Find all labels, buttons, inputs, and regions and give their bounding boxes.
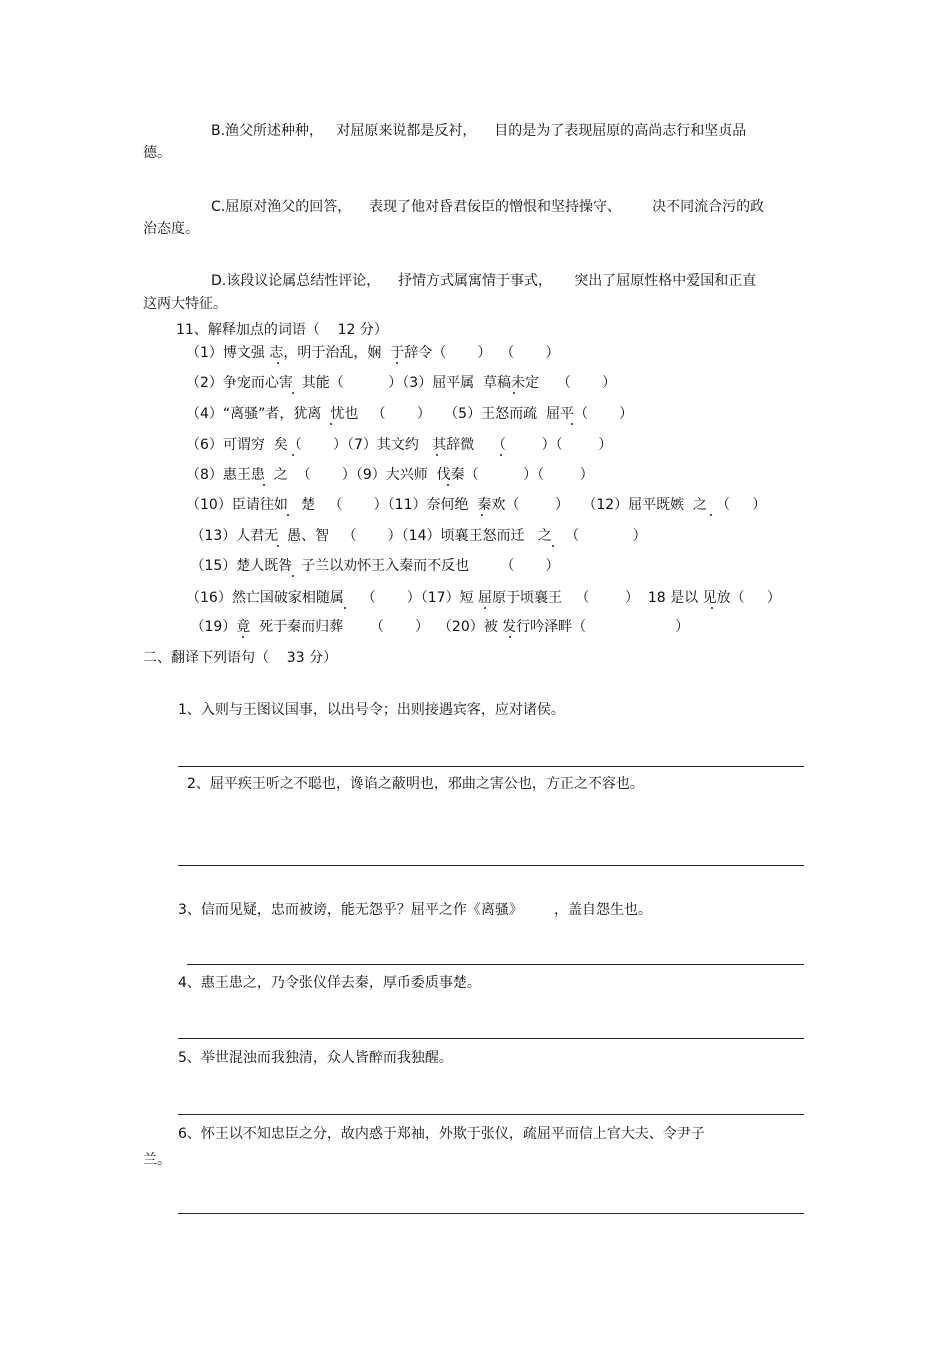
q11-row-7: （13）人君无 愚、智 （ ）（14）顷襄王怒而迁 之 （ ）	[186, 528, 647, 544]
emphasis-dot	[710, 514, 712, 516]
translate-item-2: 2、屈平疾王听之不聪也，谗谄之蔽明也，邪曲之害公也，方正之不容也。	[187, 776, 644, 792]
translate-item-6-cont: 兰。	[143, 1152, 171, 1168]
q11-heading: 11、解释加点的词语（ 12 分）	[176, 322, 388, 338]
q11-row-8: （15）楚人既咎 子兰以劝怀王入秦而不反也 （ ）	[186, 558, 560, 574]
q11-row-10: （19）竟 死于秦而归葬 （ ） （20）被 发行吟泽畔（ ）	[186, 619, 690, 635]
emphasis-dot	[277, 362, 279, 364]
translate-item-4: 4、惠王患之，乃令张仪佯去秦，厚币委质事楚。	[178, 975, 481, 991]
emphasis-dot	[481, 514, 483, 516]
translate-item-1: 1、入则与王图议国事，以出号令；出则接遇宾客，应对诸侯。	[178, 702, 565, 718]
translate-item-5: 5、举世混浊而我独清，众人皆醉而我独醒。	[178, 1050, 453, 1066]
emphasis-dot	[292, 575, 294, 577]
q11-row-6: （10）臣请往如 楚 （ ）（11）奈何绝 秦欢（ ） （12）屈平既嫉 之 （ ）	[186, 497, 767, 513]
emphasis-dot	[571, 423, 573, 425]
answer-line-2[interactable]	[178, 865, 804, 866]
q11-row-4: （6）可谓穷 矣（ ）（7）其文约 其辞微 （ ）（ ）	[186, 437, 613, 453]
option-b-line2: 德。	[143, 145, 171, 161]
section2-heading: 二、翻译下列语句（ 33 分）	[143, 650, 338, 666]
option-c-line2: 治态度。	[143, 221, 199, 237]
translate-item-6: 6、怀王以不知忠臣之分，故内惑于郑袖，外欺于张仪，疏屈平而信上官大夫、令尹子	[178, 1126, 705, 1142]
emphasis-dot	[500, 454, 502, 456]
answer-line-4[interactable]	[178, 1038, 804, 1039]
emphasis-dot	[396, 362, 398, 364]
answer-line-5[interactable]	[178, 1114, 804, 1115]
q11-row-2: （2）争宠而心害 其能（ ）（3）屈平属 草稿未定 （ ）	[186, 375, 617, 391]
emphasis-dot	[287, 514, 289, 516]
emphasis-dot	[436, 454, 438, 456]
emphasis-dot	[513, 392, 515, 394]
emphasis-dot	[484, 607, 486, 609]
emphasis-dot	[711, 607, 713, 609]
answer-line-1[interactable]	[178, 766, 804, 767]
emphasis-dot	[344, 607, 346, 609]
emphasis-dot	[509, 636, 511, 638]
option-d-line2: 这两大特征。	[143, 296, 227, 312]
answer-line-6[interactable]	[178, 1213, 804, 1214]
emphasis-dot	[447, 484, 449, 486]
emphasis-dot	[242, 636, 244, 638]
translate-item-3: 3、信而见疑，忠而被谤，能无怨乎？屈平之作《离骚》 ，盖自怨生也。	[178, 902, 653, 918]
option-d-line1: D.该段议论属总结性评论， 抒情方式属寓情于事式， 突出了屈原性格中爱国和正直	[211, 273, 757, 289]
emphasis-dot	[552, 545, 554, 547]
q11-row-1: （1）博文强 志，明于治乱，娴 于辞令（ ） （ ）	[186, 345, 560, 361]
option-b-line1: B.渔父所述种种， 对屈原来说都是反衬， 目的是为了表现屈原的高尚志行和坚贞品	[211, 123, 747, 139]
q11-row-9: （16）然亡国破家相随属 （ ）（17）短 屈原于顷襄王 （ ） 18 是以 见放（ ）	[186, 590, 781, 606]
q11-row-3: （4）“离骚”者，犹离 忧也 （ ） （5）王怒而疏 屈平（ ）	[186, 406, 634, 422]
option-c-line1: C.屈原对渔父的回答， 表现了他对昏君佞臣的憎恨和坚持操守、 决不同流合污的政	[211, 199, 765, 215]
emphasis-dot	[263, 484, 265, 486]
emphasis-dot	[292, 454, 294, 456]
answer-line-3[interactable]	[187, 964, 804, 965]
emphasis-dot	[277, 545, 279, 547]
emphasis-dot	[330, 423, 332, 425]
q11-row-5: （8）惠王患 之 （ ）（9）大兴师 伐秦（ ）（ ）	[186, 467, 594, 483]
emphasis-dot	[292, 392, 294, 394]
